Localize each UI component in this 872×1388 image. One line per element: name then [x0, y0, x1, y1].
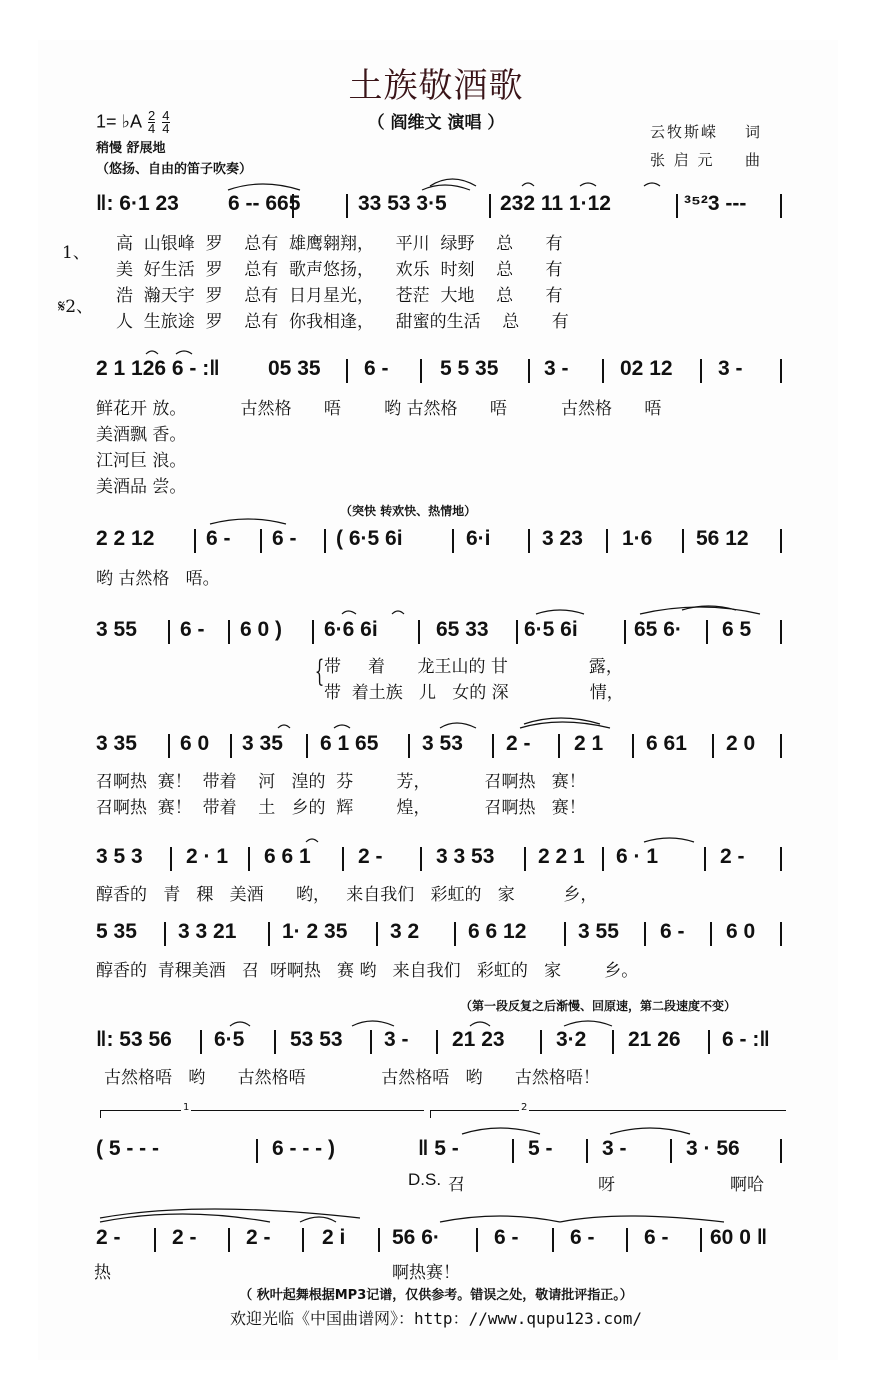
measure: 2 1 126 6 - :‖ — [96, 357, 220, 380]
measure: 56 6· — [392, 1226, 440, 1249]
measure: 6 0 ) — [240, 618, 283, 641]
lyric-line: 带 着土族 儿 女的 深 情， — [324, 683, 624, 703]
tempo-marking: 稍慢 舒展地 — [96, 141, 166, 156]
song-title: 土族敬酒歌 — [348, 66, 524, 106]
measure: ( 6·5 6i — [336, 527, 403, 550]
measure: 3 - — [718, 357, 743, 380]
measure: 2 2 12 — [96, 527, 155, 550]
measure: 6 0 — [726, 920, 756, 943]
measure: 60 0 ‖ — [710, 1226, 768, 1249]
measure: 5 35 — [96, 920, 137, 943]
system-6-notes — [96, 845, 786, 875]
lyric-line: 哟 古然格 唔。 — [96, 569, 220, 589]
volta-2: 2 — [430, 1110, 786, 1118]
measure: 3 2 — [390, 920, 420, 943]
measure: 2 2 1 — [538, 845, 585, 868]
measure: 232 11 1·12 — [500, 192, 611, 215]
verse-label-2: 𝄋2、 — [58, 297, 94, 317]
measure: 6 1 65 — [320, 732, 379, 755]
measure: 3 23 — [542, 527, 583, 550]
measure: 6 -- 665 — [228, 192, 301, 215]
measure: 2 - — [720, 845, 745, 868]
transcription-note: （ 秋叶起舞根据MP3记谱，仅供参考。错误之处，敬请批评指正。） — [239, 1288, 633, 1303]
measure: 1·6 — [622, 527, 653, 550]
measure: 5 5 35 — [440, 357, 499, 380]
lyric: 啊哈 — [730, 1175, 764, 1195]
measure: ‖: 6·1 23 — [96, 192, 179, 215]
system-1-notes — [96, 192, 786, 222]
verse-label-1: 1、 — [62, 243, 90, 263]
measure: 3 5 3 — [96, 845, 143, 868]
measure: 3 55 — [96, 618, 137, 641]
repeat-direction: （第一段反复之后渐慢、回原速，第二段速度不变） — [460, 999, 737, 1013]
measure: 33 53 3·5 — [358, 192, 447, 215]
measure: ³⁵²3 --- — [684, 192, 747, 215]
system-10-notes — [96, 1226, 786, 1256]
measure: 65 33 — [436, 618, 489, 641]
lyric-line: 醇香的 青稞美酒 召 呀啊热 赛 哟 来自我们 彩虹的 家 乡。 — [96, 961, 639, 981]
system-3-notes — [96, 527, 786, 557]
measure: 2 - — [506, 732, 531, 755]
measure: ( 5 - - - — [96, 1137, 159, 1160]
system-2-notes — [96, 357, 786, 387]
measure: 3 - — [384, 1028, 409, 1051]
measure: 2 - — [358, 845, 383, 868]
measure: 6 - — [660, 920, 685, 943]
system-4-notes — [96, 618, 786, 648]
measure: 21 26 — [628, 1028, 681, 1051]
system-9-notes — [96, 1137, 786, 1167]
lyric-line: 人 生旅途 罗 总有 你我相逢， 甜蜜的生活 总 有 — [116, 312, 569, 332]
measure: 6 6 12 — [468, 920, 527, 943]
measure: 2 - — [172, 1226, 197, 1249]
measure: 3 55 — [578, 920, 619, 943]
measure: 6·5 — [214, 1028, 245, 1051]
intro-note: （悠扬、自由的笛子吹奏） — [96, 162, 253, 177]
system-8-notes — [96, 1028, 786, 1058]
measure: ‖ 5 - — [418, 1137, 459, 1160]
measure: 3 35 — [242, 732, 283, 755]
measure: 56 12 — [696, 527, 749, 550]
lyric-line: 古然格唔 哟 古然格唔 古然格唔 哟 古然格唔！ — [104, 1068, 600, 1088]
measure: 2 i — [322, 1226, 346, 1249]
measure: 53 53 — [290, 1028, 343, 1051]
measure: 3 - — [602, 1137, 627, 1160]
measure: 3 · 56 — [686, 1137, 740, 1160]
measure: 2 1 — [574, 732, 604, 755]
lyric-line: 美 好生活 罗 总有 歌声悠扬， 欢乐 时刻 总 有 — [116, 260, 563, 280]
measure: 6 0 — [180, 732, 210, 755]
measure: 6 - — [180, 618, 205, 641]
lyric: 啊热赛！ — [392, 1263, 460, 1283]
measure: 6 - - - ) — [272, 1137, 335, 1160]
lyric: 召 — [448, 1175, 465, 1195]
lyricist: 云牧斯嵘 词 — [650, 123, 761, 141]
lyric: 热 — [94, 1263, 111, 1283]
lyric-line: 江河巨 浪。 — [96, 451, 187, 471]
measure: 6 61 — [646, 732, 687, 755]
site-credit: 欢迎光临《中国曲谱网》：http：//www.qupu123.com/ — [230, 1309, 642, 1328]
dal-segno: D.S. — [408, 1170, 442, 1189]
key-signature — [96, 110, 170, 135]
measure: 6 - — [494, 1226, 519, 1249]
key-label: 1= ♭A — [96, 111, 142, 132]
measure: 05 35 — [268, 357, 321, 380]
measure: 21 23 — [452, 1028, 505, 1051]
measure: 6 · 1 — [616, 845, 659, 868]
measure: 2 0 — [726, 732, 756, 755]
measure: 3 3 21 — [178, 920, 237, 943]
measure: 6·i — [466, 527, 491, 550]
composer: 张 启 元 曲 — [650, 151, 761, 169]
measure: 6 - :‖ — [722, 1028, 770, 1051]
measure: 02 12 — [620, 357, 673, 380]
measure: 6 - — [206, 527, 231, 550]
measure: 6 5 — [722, 618, 752, 641]
measure: 1· 2 35 — [282, 920, 348, 943]
performer: （ 阎维文 演唱 ） — [367, 113, 505, 133]
lyric-line: 高 山银峰 罗 总有 雄鹰翱翔， 平川 绿野 总 有 — [116, 234, 563, 254]
measure: 3·2 — [556, 1028, 587, 1051]
measure: 3 35 — [96, 732, 137, 755]
lyric-line: 美酒飘 香。 — [96, 425, 187, 445]
time-signature-1: $\frac{2}{4}$ — [148, 108, 156, 136]
measure: 6 - — [644, 1226, 669, 1249]
measure: 6 - — [364, 357, 389, 380]
volta-1: 1 — [100, 1110, 424, 1118]
lyric-line: 鲜花开 放。 古然格 唔 哟 古然格 唔 古然格 唔 — [96, 399, 662, 419]
measure: 6 - — [272, 527, 297, 550]
credits — [650, 118, 760, 174]
measure: 5 - — [528, 1137, 553, 1160]
measure: 3 - — [544, 357, 569, 380]
time-signature-2: $\frac{4}{4}$ — [162, 108, 170, 136]
lyric-line: 醇香的 青 稞 美酒 哟， 来自我们 彩虹的 家 乡， — [96, 885, 598, 905]
lyric-line: 召啊热 赛！ 带着 河 湟的 芬 芳， 召啊热 赛！ — [96, 772, 586, 792]
lyric-line: 召啊热 赛！ 带着 土 乡的 辉 煌， 召啊热 赛！ — [96, 798, 586, 818]
measure: 2 · 1 — [186, 845, 229, 868]
lyric-line: 带 着 龙王山的 甘 露， — [324, 657, 623, 677]
lyric-line: 美酒品 尝。 — [96, 477, 187, 497]
lyric-line: 浩 瀚天宇 罗 总有 日月星光， 苍茫 大地 总 有 — [116, 286, 563, 306]
measure: ‖: 53 56 — [96, 1028, 172, 1051]
tempo-direction: （突快 转欢快、热情地） — [340, 504, 477, 518]
measure: 3 53 — [422, 732, 463, 755]
measure: 2 - — [246, 1226, 271, 1249]
measure: 3 3 53 — [436, 845, 495, 868]
system-5-notes — [96, 732, 786, 762]
measure: 6 6 1 — [264, 845, 311, 868]
measure: 6·5 6i — [524, 618, 578, 641]
measure: 6·6 6i — [324, 618, 378, 641]
measure: 65 6· — [634, 618, 682, 641]
system-7-notes — [96, 920, 786, 950]
brace-icon: { — [314, 654, 325, 689]
lyric: 呀 — [598, 1175, 615, 1195]
measure: 2 - — [96, 1226, 121, 1249]
measure: 6 - — [570, 1226, 595, 1249]
